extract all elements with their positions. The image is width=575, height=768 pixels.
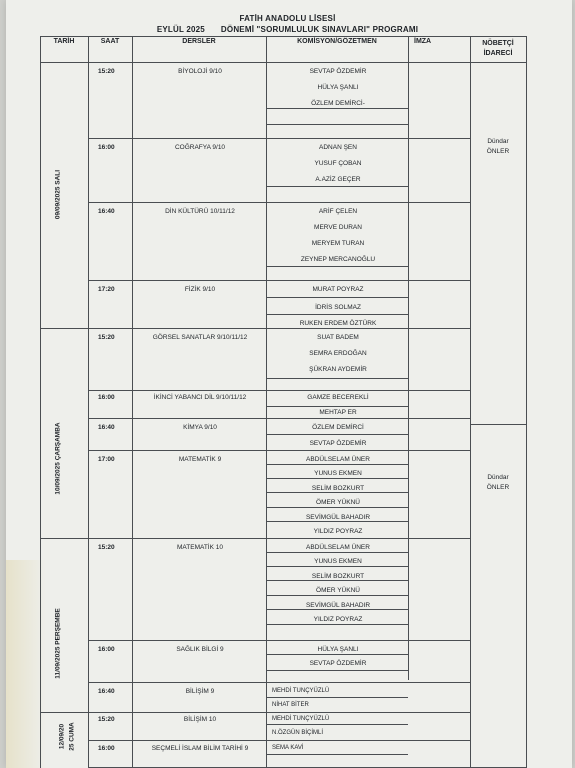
grid-hline [266,492,408,493]
committee-member: NİHAT BİTER [272,702,309,708]
grid-hline [88,538,470,539]
exam-course: BİYOLOJİ 9/10 [178,68,222,75]
grid-vline [408,36,409,62]
committee-member: HÜLYA ŞANLI [317,84,359,91]
grid-hline [88,682,470,683]
grid-hline [88,390,470,391]
committee-member: A.AZİZ GEÇER [315,176,361,183]
grid-vline [88,62,89,768]
exam-course: İKİNCİ YABANCI DİL 9/10/11/12 [153,394,247,401]
committee-member: SEMRA ERDOĞAN [309,350,367,357]
grid-hline [88,280,470,281]
grid-vline [470,62,471,768]
grid-hline [88,450,470,451]
committee-member: ABDÜLSELAM ÜNER [306,544,370,551]
grid-vline [408,62,409,680]
committee-member: SEVİMGÜL BAHADIR [305,514,371,521]
grid-vline [88,36,89,62]
grid-hline [266,406,408,407]
exam-time: 15:20 [98,334,115,341]
grid-hline [266,624,408,625]
grid-hline [40,36,526,37]
grid-hline [266,754,408,755]
grid-vline [40,36,41,62]
day-label-wednesday: 10/09/2025 ÇARŞAMBA [54,422,62,495]
committee-member: GAMZE BECEREKLİ [307,394,369,401]
grid-hline [266,186,408,187]
exam-course: MATEMATİK 10 [177,544,223,551]
exam-time: 15:20 [98,544,115,551]
duty-officer-1-name: Dündar [487,138,509,145]
col-header-duty-1: NÖBETÇİ [482,40,514,47]
duty-officer-1-surname: ÖNLER [486,148,510,155]
grid-hline [266,724,408,725]
grid-hline [88,328,470,329]
committee-member: RUKEN ERDEM ÖZTÜRK [299,320,377,327]
committee-member: ÖZLEM DEMİRCİ- [311,100,365,107]
exam-time: 16:00 [98,745,115,752]
committee-member: ZEYNEP MERCANOĞLU [300,256,376,263]
exam-time: 17:20 [98,286,115,293]
grid-vline [526,36,527,62]
committee-member: SEVİMGÜL BAHADIR [305,602,371,609]
committee-member: YUNUS EKMEN [314,470,362,477]
duty-officer-2-name: Dündar [487,474,509,481]
grid-hline [266,521,408,522]
committee-member: MEHTAP ER [319,409,357,416]
grid-hline [88,740,470,741]
exam-time: 15:20 [98,716,115,723]
grid-hline [88,202,470,203]
committee-member: MERVE DURAN [314,224,362,231]
grid-hline [88,62,470,63]
committee-member: ŞÜKRAN AYDEMİR [309,366,367,373]
committee-member: YUNUS EKMEN [314,558,362,565]
committee-member: SEVTAP ÖZDEMİR [309,440,367,447]
committee-member: ÖMER YÜKNÜ [316,587,360,594]
grid-hline [266,580,408,581]
grid-hline [266,266,408,267]
grid-hline [266,108,408,109]
grid-hline [266,697,408,698]
grid-hline [266,654,408,655]
exam-time: 16:00 [98,394,115,401]
grid-vline [40,62,41,768]
grid-hline [266,124,408,125]
col-header-signature: İMZA [414,38,432,45]
school-title: FATİH ANADOLU LİSESİ [239,14,336,23]
grid-hline [266,378,408,379]
committee-member: N.ÖZGÜN BİÇİMLİ [272,730,324,736]
exam-course: BİLİŞİM 10 [183,716,217,723]
exam-course: KİMYA 9/10 [183,424,217,431]
committee-member: SEMA KAVİ [272,745,304,751]
exam-course: DİN KÜLTÜRÜ 10/11/12 [165,208,235,215]
day-label-thursday: 11/09/2025 PERŞEMBE [54,608,62,679]
grid-hline [266,314,408,315]
program-title [0,25,575,34]
program-label: DÖNEMİ "SORUMLULUK SINAVLARI" PROGRAMI [220,25,419,34]
committee-member: ARİF ÇELEN [318,208,358,215]
duty-officer-2-surname: ÖNLER [486,484,510,491]
committee-member: SELİM BOZKURT [311,573,365,580]
day-label-friday-2: 25 CUMA [68,722,76,751]
grid-vline [526,62,527,768]
grid-hline [266,507,408,508]
term-label: EYLÜL 2025 [156,25,205,34]
col-header-course: DERSLER [182,38,216,45]
committee-member: MURAT POYRAZ [312,286,364,293]
col-header-date: TARİH [53,38,75,45]
grid-vline [132,62,133,768]
day-label-friday-1: 12/09/20 [58,723,66,750]
grid-hline [88,712,470,713]
exam-course: GÖRSEL SANATLAR 9/10/11/12 [152,334,248,341]
exam-time: 16:40 [98,688,115,695]
exam-time: 16:40 [98,424,115,431]
committee-member: SEVTAP ÖZDEMİR [309,660,367,667]
committee-member: İDRİS SOLMAZ [315,304,361,311]
grid-vline [132,36,133,62]
exam-time: 15:20 [98,68,115,75]
grid-vline [266,36,267,62]
committee-member: YILDIZ POYRAZ [313,616,363,623]
exam-time: 16:00 [98,646,115,653]
committee-member: MEHDİ TUNÇYÜZLÜ [272,688,330,694]
exam-course: BİLİŞİM 9 [185,688,215,695]
grid-hline [470,424,526,425]
committee-member: SELİM BOZKURT [311,485,365,492]
grid-hline [88,138,470,139]
exam-time: 16:40 [98,208,115,215]
grid-hline [266,609,408,610]
exam-course: SEÇMELİ İSLAM BİLİM TARİHİ 9 [151,745,249,752]
committee-member: YUSUF ÇOBAN [314,160,362,167]
day-label-tuesday: 09/09/2025 SALI [54,169,62,220]
grid-hline [266,434,408,435]
grid-hline [266,670,408,671]
grid-hline [266,552,408,553]
exam-time: 17:00 [98,456,115,463]
exam-course: FİZİK 9/10 [184,286,216,293]
exam-course: COĞRAFYA 9/10 [174,144,226,151]
committee-member: MEHDİ TUNÇYÜZLÜ [272,716,330,722]
committee-member: YILDIZ POYRAZ [313,528,363,535]
exam-course: SAĞLIK BİLGİ 9 [176,646,224,653]
col-header-time: SAAT [100,38,120,45]
grid-hline [88,418,470,419]
committee-member: ADNAN ŞEN [319,144,357,151]
committee-member: ÖZLEM DEMİRCİ [312,424,364,431]
grid-hline [88,640,470,641]
grid-hline [266,464,408,465]
grid-hline [266,297,408,298]
committee-member: MERYEM TURAN [311,240,365,247]
col-header-duty-2: İDARECİ [483,50,513,57]
col-header-committee: KOMİSYON/GÖZETMEN [297,38,377,45]
grid-vline [470,36,471,62]
grid-hline [266,478,408,479]
committee-member: SUAT BADEM [317,334,359,341]
exam-time: 16:00 [98,144,115,151]
grid-hline [266,595,408,596]
committee-member: ABDÜLSELAM ÜNER [306,456,370,463]
committee-member: ÖMER YÜKNÜ [316,499,360,506]
grid-vline [266,62,267,768]
grid-hline [266,566,408,567]
committee-member: SEVTAP ÖZDEMİR [309,68,367,75]
exam-course: MATEMATİK 9 [178,456,222,463]
committee-member: HÜLYA ŞANLI [317,646,359,653]
